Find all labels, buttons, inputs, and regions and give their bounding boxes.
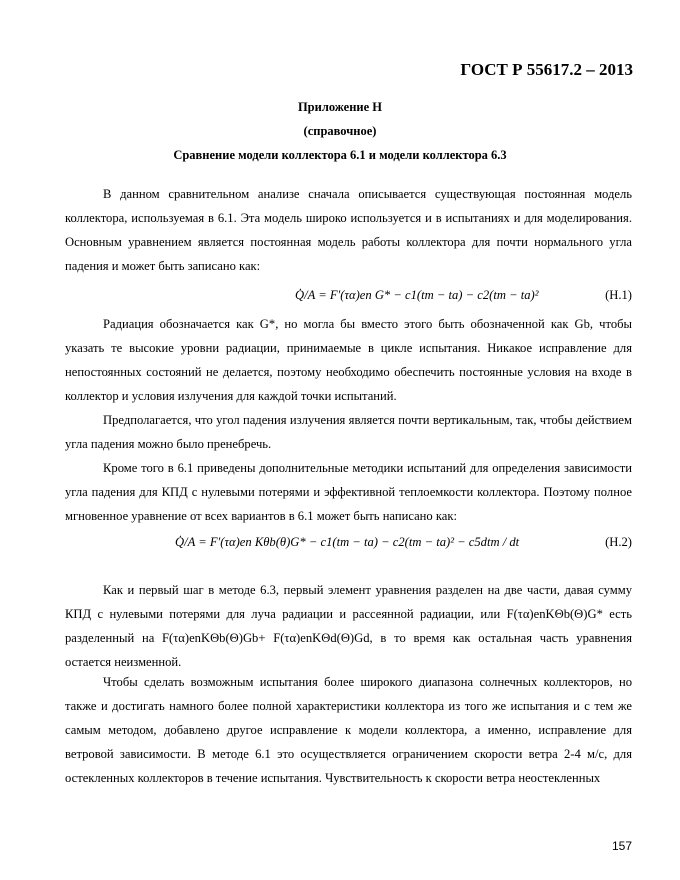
equation-h2-formula: Q̇/A = F′(τα)en Kθb(θ)G* − c1(tm − ta) − c2(tm − ta)² − c5dtm / dt [175,535,520,549]
paragraph-5: Как и первый шаг в методе 6.3, первый элемент уравнения разделен на две части, давая сумму КПД с нулевыми потерями для луча радиации и рассеянной радиации, или F(τα)enKΘb(Θ)G* есть разделенный на F(τα)enKΘb(Θ)Gb+ F(τα)enKΘd(Θ)Gd, в то время как остальная часть уравнения остается неизменной. [65,583,632,669]
equation-h1-number: (H.1) [605,288,632,302]
equation-h1-formula: Q̇/A = F′(τα)en G* − c1(tm − ta) − c2(tm − ta)² [295,288,539,302]
equation-h1 [65,284,632,310]
appendix-title: Приложение Н [297,100,383,114]
standard-header: ГОСТ Р 55617.2 – 2013 [460,60,633,79]
appendix-heading: Сравнение модели коллектора 6.1 и модели коллектора 6.3 [173,148,507,162]
equation-h2 [65,531,632,557]
page-number: 157 [611,839,632,853]
appendix-subtitle: (справочное) [303,124,377,138]
paragraph-6: Чтобы сделать возможным испытания более широкого диапазона солнечных коллекторов, но также и достигать намного более полной характеристики коллектора из того же испытания и с тем же самым методом, добавлено другое исправление к модели коллектора, а именно, исправление для ветровой зависимости. В методе 6.1 это осуществляется ограничением скорости ветра 2-4 м/с, для остекленных коллекторов в течение испытания. Чувствительность к скорости ветра неостекленных [65,675,632,785]
equation-h2-number: (H.2) [605,535,632,549]
paragraph-2: Радиация обозначается как G*, но могла бы вместо этого быть обозначенной как Gb, чтобы указать те высокие уровни радиации, принимаемые в цикле испытания. Никакое исправление для непостоянных состояний не делается, поэтому необходимо обеспечить постоянные условия на входе в коллектор и условия излучения для каждой точки испытаний. [65,317,632,403]
paragraph-3: Предполагается, что угол падения излучения является почти вертикальным, так, чтобы действием угла падения можно было пренебречь. [65,413,632,451]
paragraph-1: В данном сравнительном анализе сначала описывается существующая постоянная модель коллектора, используемая в 6.1. Эта модель широко используется и в испытаниях и для моделирования. Основным уравнением является постоянная модель работы коллектора для почти нормального угла падения и может быть записано как: [65,187,632,273]
paragraph-4: Кроме того в 6.1 приведены дополнительные методики испытаний для определения зависимости угла падения для КПД с нулевыми потерями и эффективной теплоемкости коллектора. Поэтому полное мгновенное уравнение от всех вариантов в 6.1 может быть написано как: [65,461,632,523]
